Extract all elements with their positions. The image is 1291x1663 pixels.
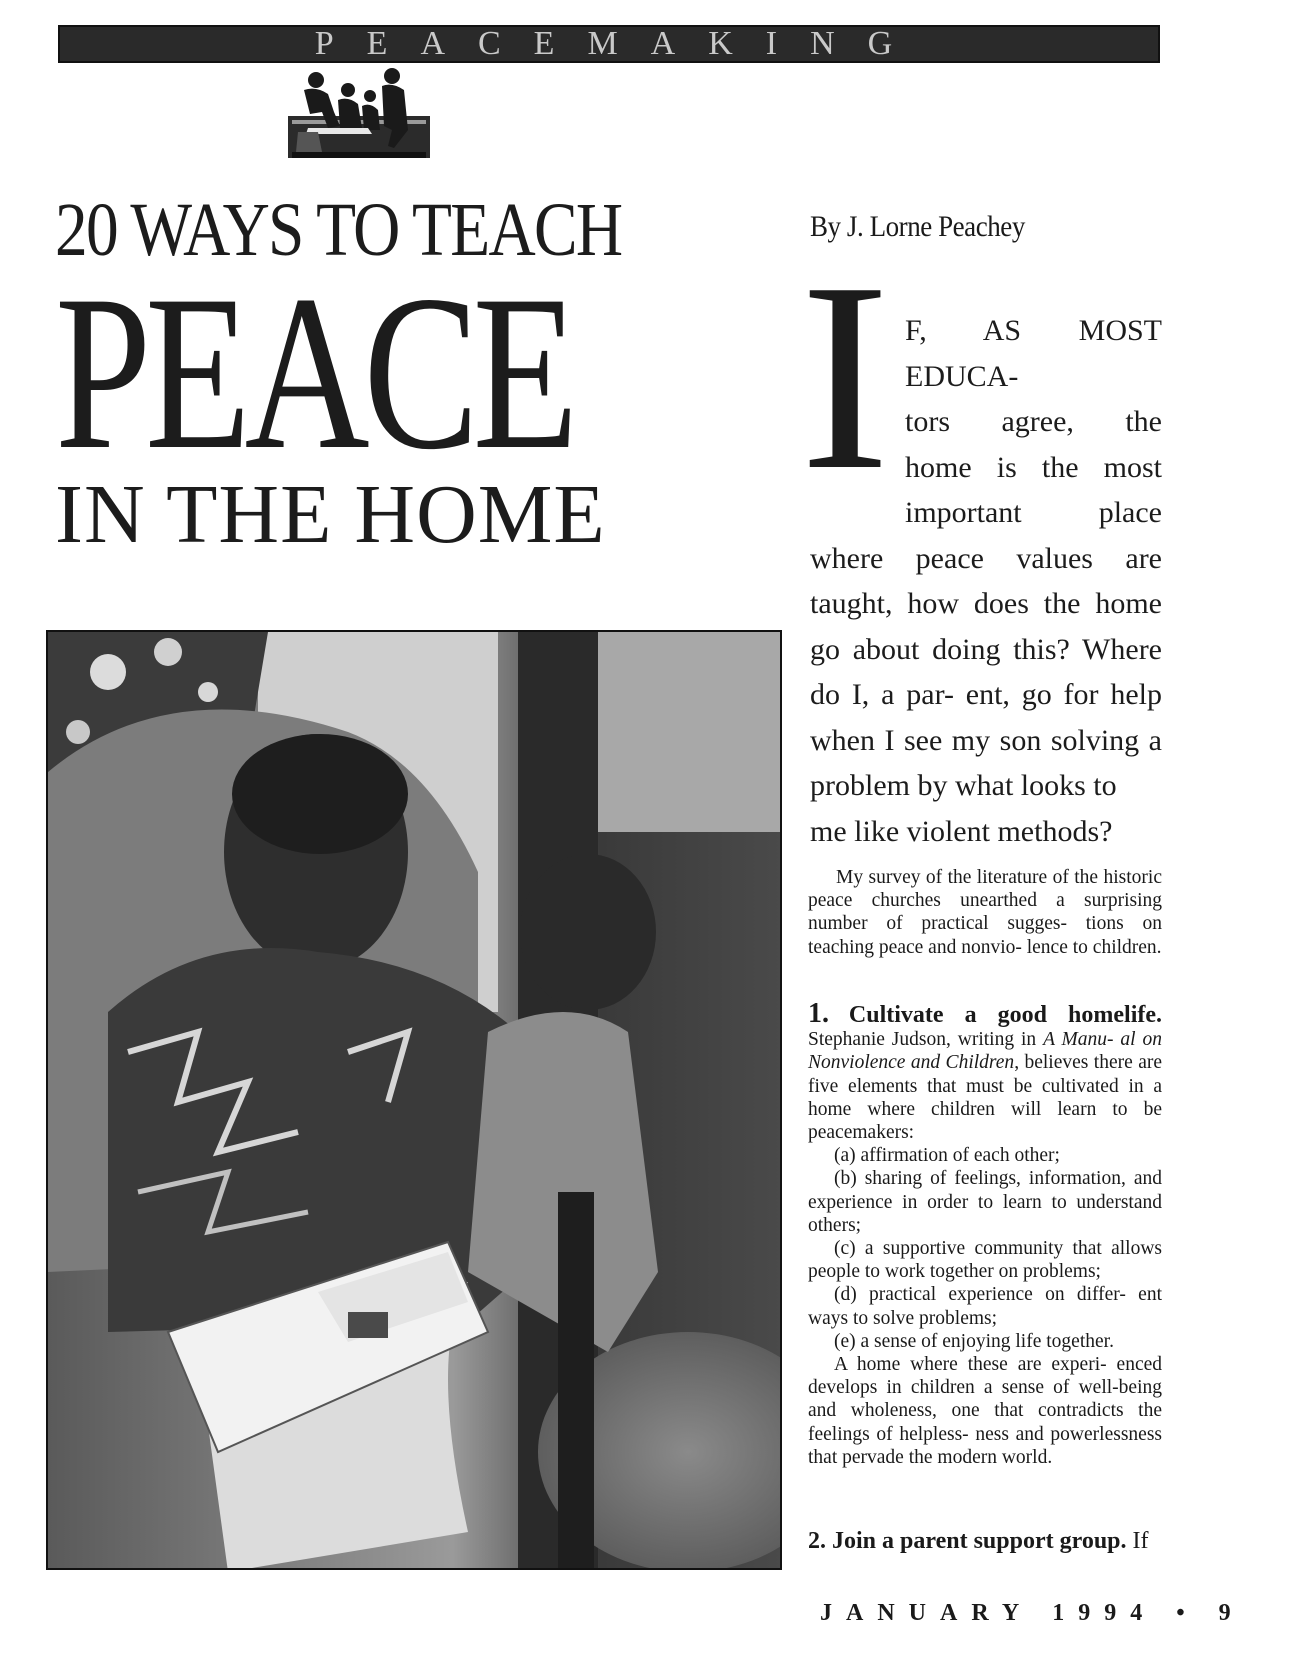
footer-separator: • xyxy=(1176,1600,1199,1626)
list-item: (e) a sense of enjoying life together. xyxy=(834,1330,1114,1352)
book-title: A Manu- al on Nonviolence and Children xyxy=(808,1029,1162,1074)
lead-line: important place xyxy=(905,496,1162,529)
father-son-photo xyxy=(46,630,782,1570)
closing-paragraph: A home where these are experi- enced develops in children a sense of well-being and wholeness, one that contradicts the feelings of helpless- ness and powerlessness that pervade the modern world. xyxy=(808,1354,1162,1468)
tip-text: Stephanie Judson, writing in xyxy=(808,1029,1044,1051)
issue-date: JANUARY 1994 xyxy=(820,1600,1157,1626)
byline: By J. Lorne Peachey xyxy=(810,210,1025,243)
photo-illustration xyxy=(48,632,782,1570)
lead-rest: where peace values are taught, how does the home go about doing this? Where do I, a par- ent, go for help when I see my son solving a problem by what looks to xyxy=(810,541,1162,802)
tip-text: , believes there are five elements that must be cultivated in a home where children will learn to be peacemakers: xyxy=(808,1052,1163,1144)
lead-paragraph xyxy=(810,308,1162,854)
tip-text: If xyxy=(1132,1528,1149,1554)
tip-2 xyxy=(808,1530,1162,1553)
list-item: (a) affirmation of each other; xyxy=(834,1145,1060,1167)
tip-1 xyxy=(808,998,1163,1469)
section-banner xyxy=(58,25,1160,63)
page-number: 9 xyxy=(1218,1600,1245,1626)
lead-line: home is the most xyxy=(905,450,1162,484)
title-line-1: 20 WAYS TO TEACH xyxy=(55,188,622,272)
title-line-2: PEACE xyxy=(55,250,573,496)
intro-paragraph: My survey of the literature of the historic peace churches unearthed a surprising number of practical sugges- tions on teaching peace and nonvio- lence to children. xyxy=(808,867,1162,958)
drop-cap: I xyxy=(800,227,890,526)
lead-last-line: me like violent methods? xyxy=(810,814,1113,848)
list-item: (b) sharing of feelings, information, and experience in order to learn to understand others; xyxy=(808,1168,1162,1236)
list-item: (c) a supportive community that allows people to work together on problems; xyxy=(808,1238,1162,1283)
tip-heading: Cultivate a good homelife. xyxy=(848,1002,1162,1028)
tip-number: 2. xyxy=(808,1528,826,1554)
lead-line: tors agree, the xyxy=(905,405,1162,438)
tip-number: 1. xyxy=(808,998,829,1029)
page-footer xyxy=(820,1600,1245,1627)
lead-line: F, AS MOST EDUCA- xyxy=(905,314,1162,393)
section-label: PEACEMAKING xyxy=(314,25,926,62)
tip-heading: Join a parent support group. xyxy=(832,1528,1127,1554)
family-reading-logo-icon xyxy=(288,68,430,166)
title-line-3: IN THE HOME xyxy=(55,468,606,561)
list-item: (d) practical experience on differ- ent ways to solve problems; xyxy=(808,1284,1162,1329)
